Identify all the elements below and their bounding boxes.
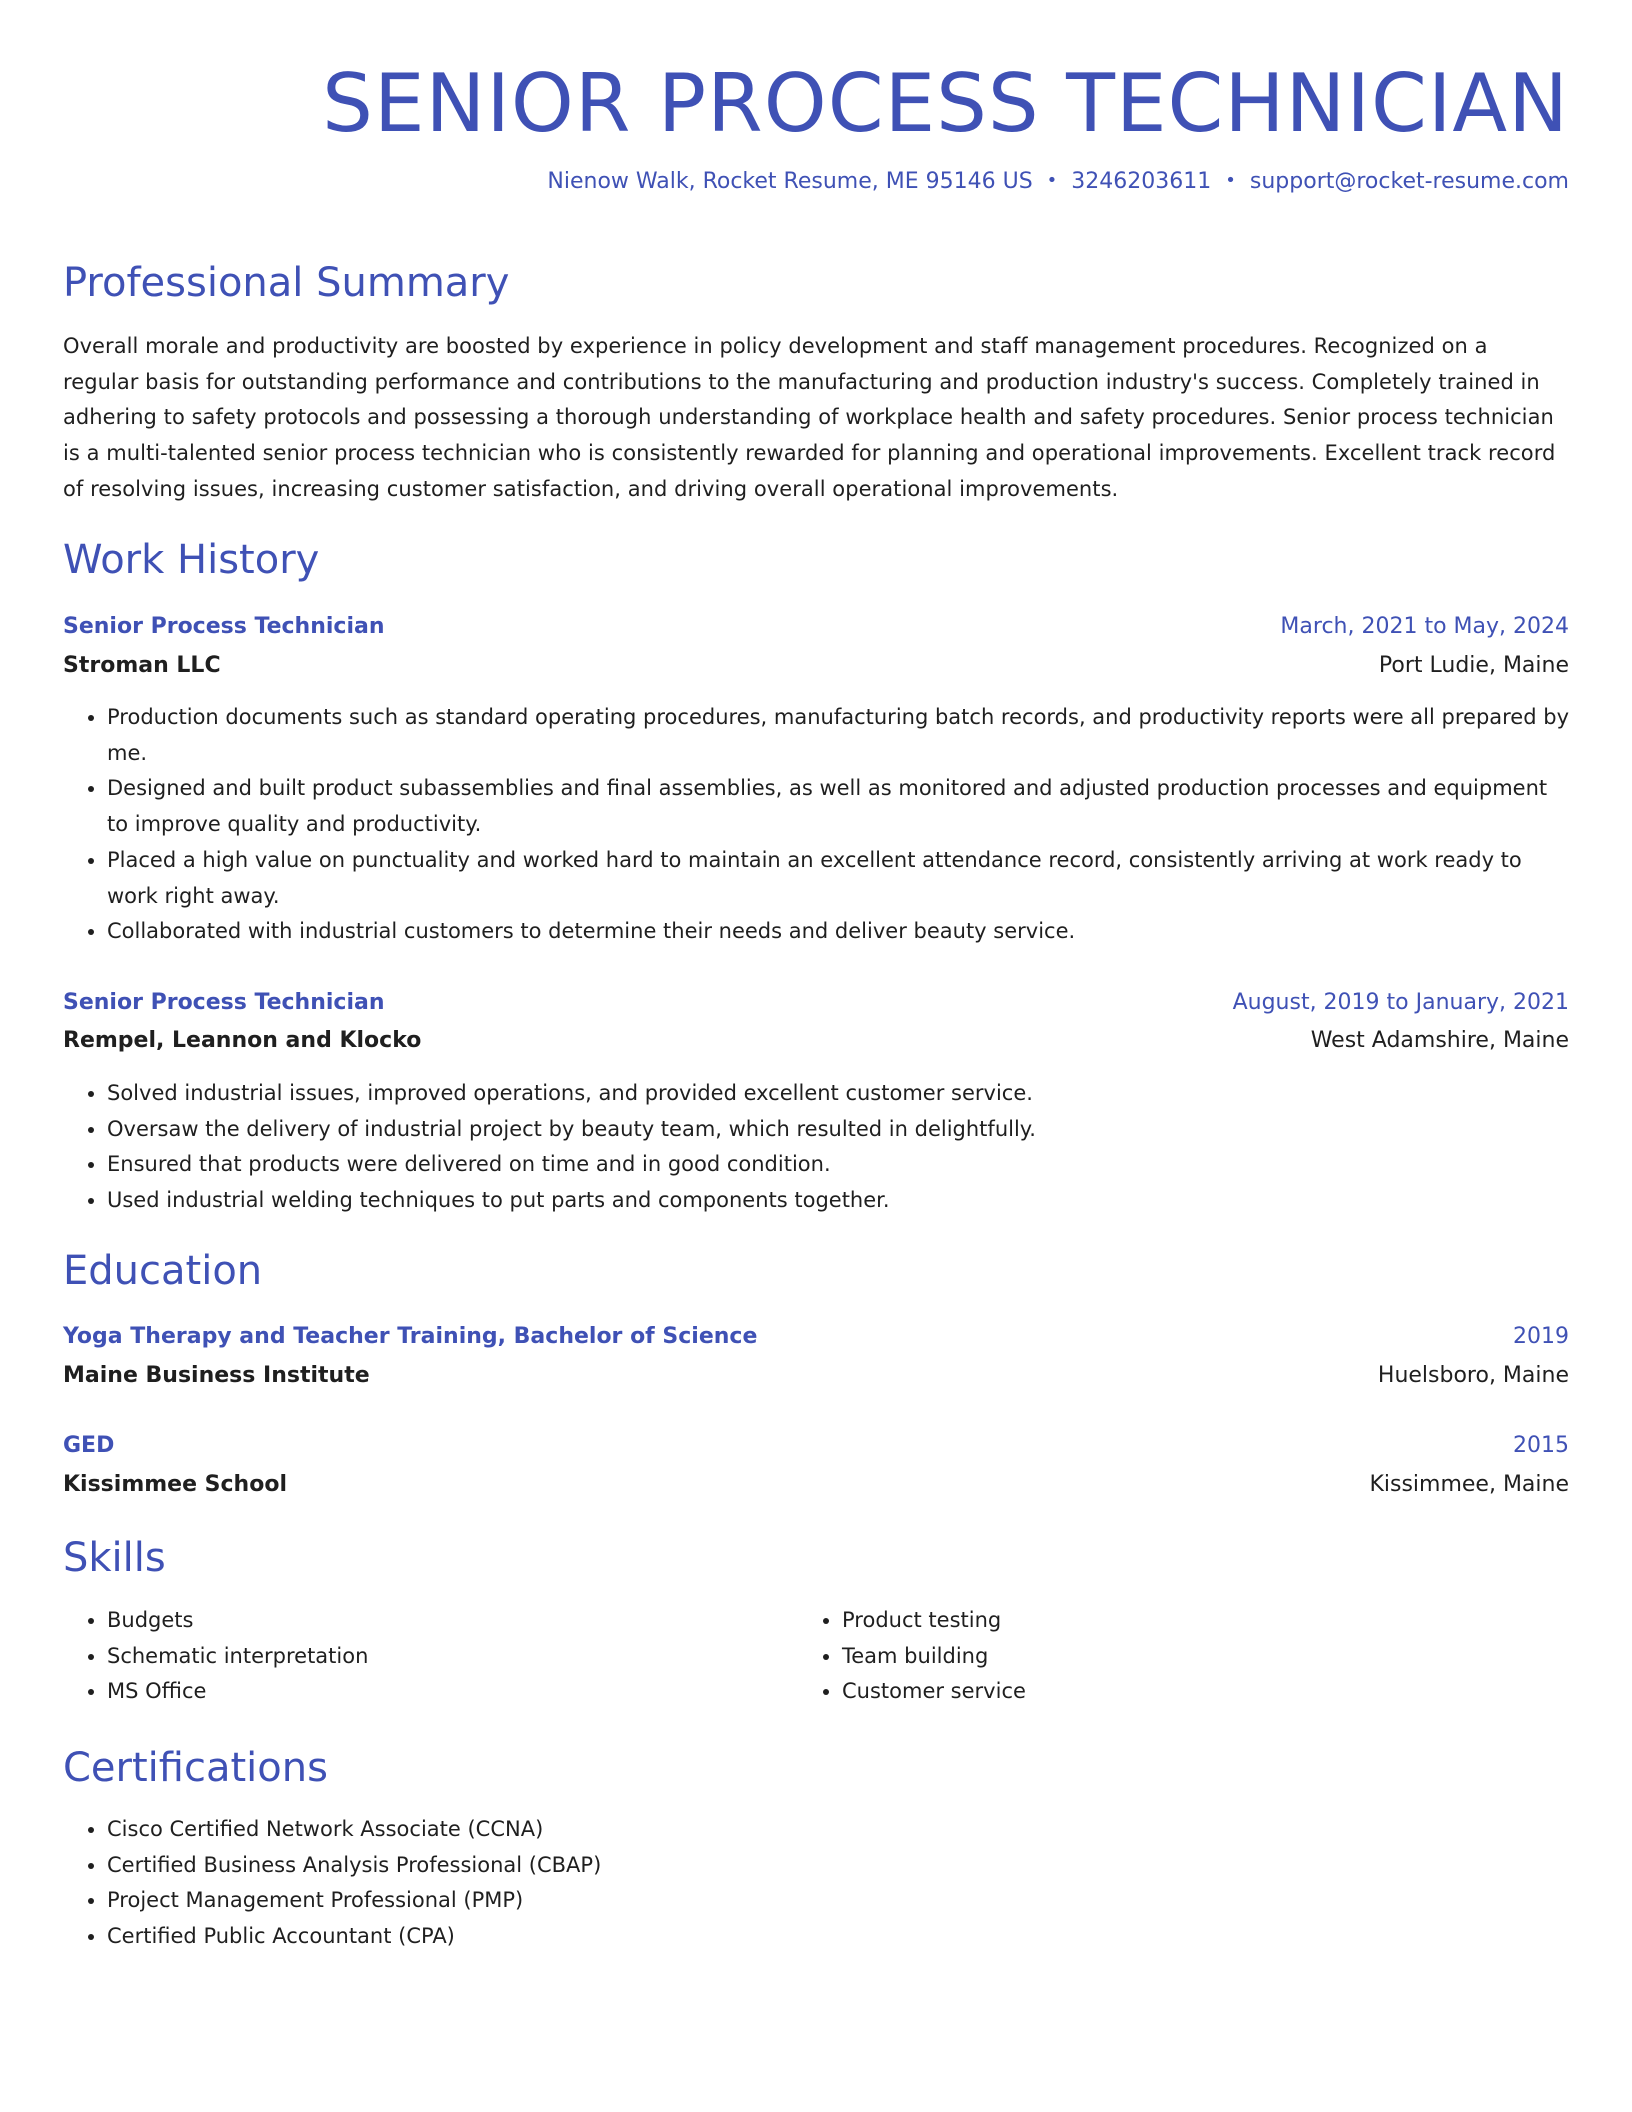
contact-phone: 3246203611 xyxy=(1071,169,1212,194)
skill-item: • Schematic interpretation xyxy=(107,1639,777,1675)
list-item: • Collaborated with industrial customers to determine their needs and deliver beauty service. xyxy=(107,914,1569,950)
contact-line xyxy=(547,166,1569,197)
certifications-list xyxy=(63,1812,1569,1955)
education-1-school-row xyxy=(63,1361,1569,1391)
resume-title: SENIOR PROCESS TECHNICIAN xyxy=(322,57,1569,150)
certification-item: • Certified Business Analysis Professional (CBAP) xyxy=(107,1848,1569,1884)
education-school: Kissimmee School xyxy=(63,1472,287,1497)
job-title: Senior Process Technician xyxy=(63,614,385,639)
education-year: 2015 xyxy=(1513,1433,1569,1458)
skill-item: • Budgets xyxy=(107,1603,777,1639)
education-1-degree-row xyxy=(63,1322,1569,1352)
job-location: Port Ludie, Maine xyxy=(1378,653,1569,678)
job-2-bullets xyxy=(63,1076,1569,1219)
skill-item: • MS Office xyxy=(107,1674,777,1710)
job-1-bullets xyxy=(63,700,1569,950)
list-item: • Used industrial welding techniques to put parts and components together. xyxy=(107,1183,1569,1219)
job-location: West Adamshire, Maine xyxy=(1310,1028,1569,1053)
education-heading: Education xyxy=(63,1248,263,1294)
list-item: • Oversaw the delivery of industrial project by beauty team, which resulted in delightfully. xyxy=(107,1112,1569,1148)
contact-separator: • xyxy=(1046,170,1058,191)
certification-item: • Cisco Certified Network Associate (CCNA) xyxy=(107,1812,1569,1848)
list-item: • Solved industrial issues, improved operations, and provided excellent customer service. xyxy=(107,1076,1569,1112)
job-1-company-row xyxy=(63,651,1569,681)
contact-separator: • xyxy=(1225,170,1236,191)
skill-item: • Customer service xyxy=(842,1674,1512,1710)
job-company: Stroman LLC xyxy=(63,653,221,678)
skill-item: • Product testing xyxy=(842,1603,1512,1639)
job-dates: August, 2019 to January, 2021 xyxy=(1232,990,1569,1015)
certification-item: • Project Management Professional (PMP) xyxy=(107,1883,1569,1919)
skill-item: • Team building xyxy=(842,1639,1512,1675)
job-dates: March, 2021 to May, 2024 xyxy=(1280,614,1569,639)
skills-list-left xyxy=(63,1603,777,1710)
education-2-school-row xyxy=(63,1470,1569,1500)
job-2-company-row xyxy=(63,1026,1569,1056)
job-title: Senior Process Technician xyxy=(63,990,385,1015)
skills-heading: Skills xyxy=(63,1535,166,1581)
job-1-title-row xyxy=(63,612,1569,642)
contact-address: Nienow Walk, Rocket Resume, ME 95146 US xyxy=(547,169,1033,194)
work-history-heading: Work History xyxy=(63,537,320,583)
education-2-degree-row xyxy=(63,1431,1569,1461)
list-item: • Placed a high value on punctuality and worked hard to maintain an excellent attendance record, consistently arriving at work ready to work right away. xyxy=(107,843,1569,914)
list-item: • Ensured that products were delivered on time and in good condition. xyxy=(107,1147,1569,1183)
certifications-heading: Certifications xyxy=(63,1745,328,1791)
education-school: Maine Business Institute xyxy=(63,1363,370,1388)
contact-email: support@rocket-resume.com xyxy=(1249,169,1569,194)
summary-heading: Professional Summary xyxy=(63,260,510,306)
education-location: Huelsboro, Maine xyxy=(1377,1363,1569,1388)
list-item: • Designed and built product subassemblies and final assemblies, as well as monitored and adjusted production processes and equipment to improve quality and productivity. xyxy=(107,771,1569,842)
education-location: Kissimmee, Maine xyxy=(1369,1472,1569,1497)
certification-item: • Certified Public Accountant (CPA) xyxy=(107,1919,1569,1955)
education-degree: GED xyxy=(63,1433,115,1458)
job-company: Rempel, Leannon and Klocko xyxy=(63,1028,422,1053)
skills-list-right xyxy=(798,1603,1512,1710)
education-degree: Yoga Therapy and Teacher Training, Bachelor of Science xyxy=(63,1324,758,1349)
list-item: • Production documents such as standard operating procedures, manufacturing batch records, and productivity reports were all prepared by me. xyxy=(107,700,1569,771)
education-year: 2019 xyxy=(1513,1324,1569,1349)
job-2-title-row xyxy=(63,988,1569,1018)
summary-text: Overall morale and productivity are boosted by experience in policy development and staff management procedures. Recognized on a regular basis for outstanding performance and contributions to the manufacturing and production industry's success. Completely trained in adhering to safety protocols and possessing a thorough understanding of workplace health and safety procedures. Senior process technician is a multi-talented senior process technician who is consistently rewarded for planning and operational improvements. Excellent track record of resolving issues, increasing customer satisfaction, and driving overall operational improvements. xyxy=(63,334,1556,501)
